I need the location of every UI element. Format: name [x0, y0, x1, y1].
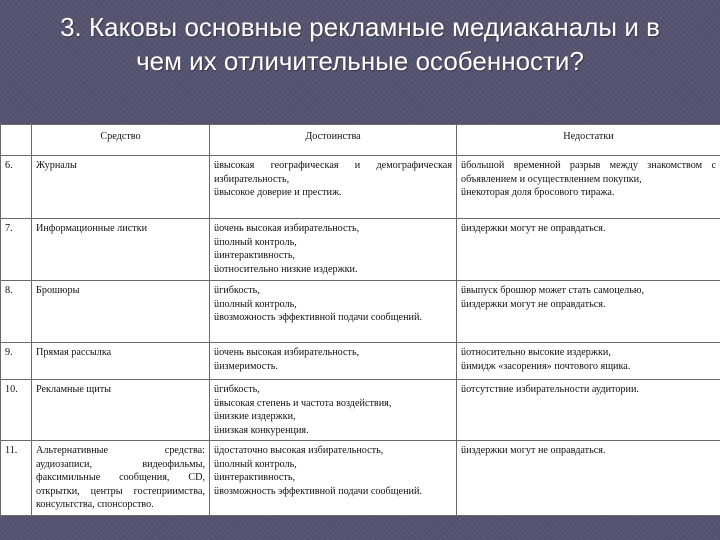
- pros-item: üполный контроль,: [214, 298, 297, 310]
- cons-item: üотносительно высокие издержки,: [461, 347, 611, 358]
- row-number: 7.: [1, 219, 32, 281]
- table-row: [1, 156, 720, 219]
- header-pros: Достоинства: [210, 125, 457, 156]
- pros-item: üизмеримость.: [214, 360, 278, 372]
- pros-cell: [210, 380, 457, 441]
- pros-cell: [210, 219, 457, 281]
- cons-item: üиздержки могут не оправдаться.: [461, 445, 606, 456]
- row-number: 10.: [1, 380, 32, 441]
- medium-cell: Прямая рассылка: [32, 343, 210, 380]
- row-number: 9.: [1, 343, 32, 380]
- cons-item: üиздержки могут не оправдаться.: [461, 223, 606, 234]
- table-row: [1, 441, 720, 516]
- header-cons: Недостатки: [457, 125, 720, 156]
- pros-item: üочень высокая избирательность,: [214, 347, 360, 358]
- cons-cell: [457, 343, 720, 380]
- pros-item: üотносительно низкие издержки.: [214, 263, 358, 275]
- medium-cell: Брошюры: [32, 281, 210, 343]
- cons-item: üбольшой временной разрыв между знакомством с объявлением и осуществлением покупки,: [461, 160, 716, 185]
- row-number: 6.: [1, 156, 32, 219]
- header-medium: Средство: [32, 125, 210, 156]
- medium-cell: Информационные листки: [32, 219, 210, 281]
- pros-item: üвысокое доверие и престиж.: [214, 187, 342, 198]
- medium-cell: Журналы: [32, 156, 210, 219]
- pros-cell: [210, 343, 457, 380]
- cons-cell: [457, 219, 720, 281]
- pros-item: üочень высокая избирательность,: [214, 223, 360, 234]
- pros-item: üполный контроль,: [214, 458, 297, 470]
- pros-item: üнизкие издержки,: [214, 411, 296, 422]
- pros-cell: [210, 441, 457, 516]
- cons-item: üнекоторая доля бросового тиража.: [461, 187, 615, 198]
- pros-cell: [210, 156, 457, 219]
- cons-item: üотсутствие избирательности аудитории.: [461, 384, 639, 395]
- media-channels-table: [0, 124, 720, 516]
- cons-item: üимидж «засорения» почтового ящика.: [461, 360, 631, 372]
- row-number: 8.: [1, 281, 32, 343]
- cons-cell: [457, 281, 720, 343]
- row-number: 11.: [1, 441, 32, 516]
- pros-item: üполный контроль,: [214, 236, 297, 248]
- cons-cell: [457, 441, 720, 516]
- medium-cell: Рекламные щиты: [32, 380, 210, 441]
- pros-item: üдостаточно высокая избирательность,: [214, 445, 384, 456]
- pros-item: üвысокая степень и частота воздействия,: [214, 397, 392, 409]
- cons-item: üвыпуск брошюр может стать самоцелью,: [461, 285, 645, 296]
- table-header-row: [1, 125, 720, 156]
- pros-item: üинтерактивность,: [214, 472, 296, 483]
- pros-item: üвысокая географическая и демографическая избирательность,: [214, 160, 452, 185]
- header-num: [1, 125, 32, 156]
- pros-item: üгибкость,: [214, 285, 260, 296]
- cons-item: üиздержки могут не оправдаться.: [461, 298, 606, 310]
- pros-item: üвозможность эффективной подачи сообщений.: [214, 485, 422, 497]
- pros-item: üвозможность эффективной подачи сообщений.: [214, 312, 422, 323]
- medium-cell: Альтернативные средства: аудиозаписи, видеофильмы, факсимильные сообщения, CD, открытки, центры гостеприимства, консультства, спонсорство.: [32, 441, 210, 516]
- table-row: [1, 281, 720, 343]
- table-row: [1, 219, 720, 281]
- table-row: [1, 380, 720, 441]
- cons-cell: [457, 156, 720, 219]
- table-row: [1, 343, 720, 380]
- pros-item: üнизкая конкуренция.: [214, 424, 309, 436]
- cons-cell: [457, 380, 720, 441]
- pros-item: üгибкость,: [214, 384, 260, 395]
- pros-item: üинтерактивность,: [214, 250, 296, 261]
- slide-title: 3. Каковы основные рекламные медиаканалы и в чем их отличительные особенности?: [60, 12, 660, 76]
- pros-cell: [210, 281, 457, 343]
